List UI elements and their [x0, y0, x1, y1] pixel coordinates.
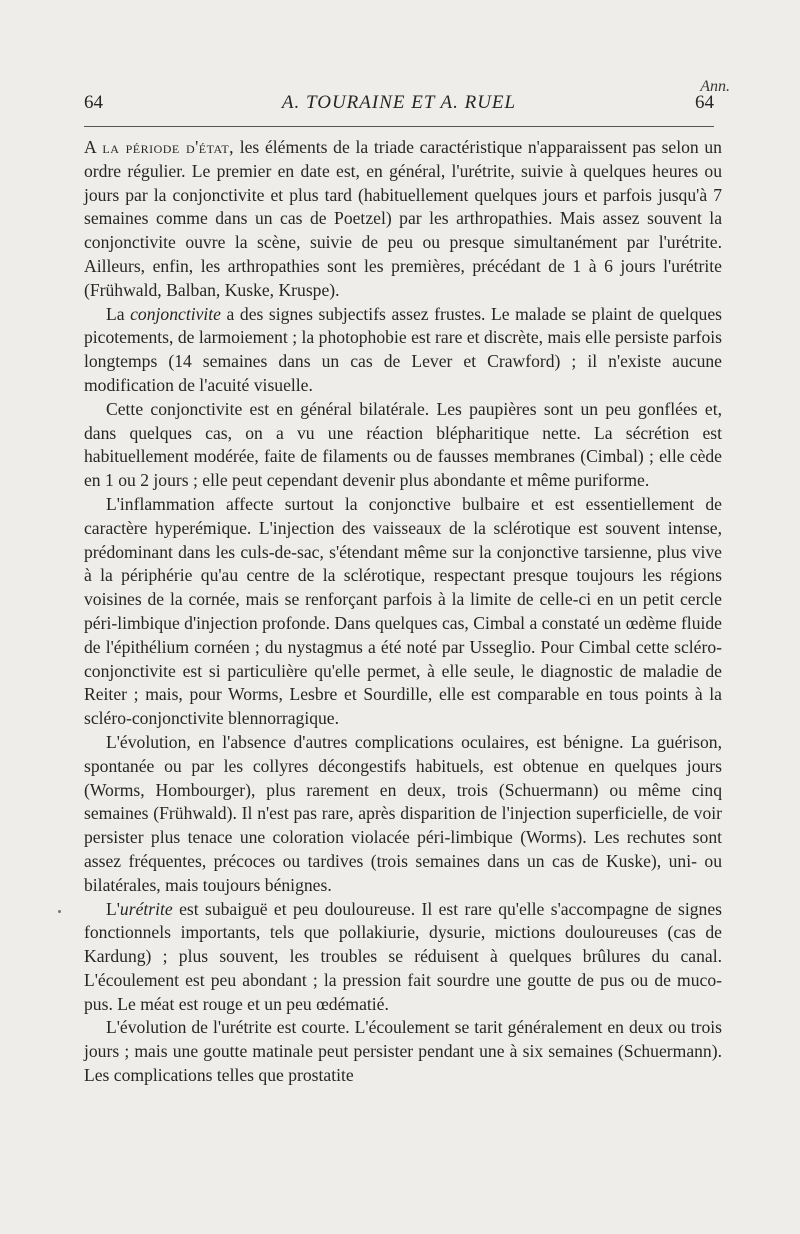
paragraph-6: L'urétrite est subaiguë et peu douloureuse. Il est rare qu'elle s'accompagne de signes fonctionnels importants, tels que pollakiurie, dysurie, mictions douloureuses (cas de Kardung) ; plus souvent, les troubles se réduisent à quelques brûlures du canal. L'écoulement est peu abondant ; la pression fait sourdre une goutte de pus ou de muco-pus. Le méat est rouge et un peu œdématié.	[84, 898, 722, 1014]
paragraph-text: les éléments de la triade caractéristique n'apparaissent pas selon un ordre régulier. Le premier en date est, en général, l'urétrite, suivie à quelques heures ou jours par la conjonctivite et plus tard (habituellement quelques jours et parfois jusqu'à 7 semaines comme dans un cas de Poetzel) par les arthropathies. Mais assez souvent la conjonctivite ouvre la scène, suivie de peu ou presque simultanément par l'urétrite. Ailleurs, enfin, les arthropathies sont les premières, précédant de 1 à 6 jours l'urétrite (Frühwald, Balban, Kuske, Kruspe).	[84, 137, 722, 300]
running-header	[84, 92, 714, 122]
paragraph-2: La conjonctivite a des signes subjectifs assez frustes. Le malade se plaint de quelques picotements, de larmoiement ; la photophobie est rare et discrète, mais elle persiste parfois longtemps (14 semaines dans un cas de Lever et Crawford) ; il n'existe aucune modification de l'acuité visuelle.	[84, 303, 722, 395]
lead-in-italic: conjonctivite	[130, 303, 221, 324]
page-number-right: 64	[695, 92, 714, 113]
header-rule	[84, 126, 714, 127]
body-text	[84, 136, 722, 1088]
paragraph-3: Cette conjonctivite est en général bilatérale. Les paupières sont un peu gonflées et, dans quelques cas, on a vu une réaction blépharitique nette. La sécrétion est habituellement modérée, faite de filaments ou de fausses membranes (Cimbal) ; elle cède en 1 ou 2 jours ; elle peut cependant devenir plus abondante et même puriforme.	[84, 398, 722, 491]
page-number-left: 64	[84, 92, 103, 113]
lead-in-italic: urétrite	[119, 898, 173, 919]
paragraph-4: L'inflammation affecte surtout la conjonctive bulbaire et est essentiellement de caractère hyperémique. L'injection des vaisseaux de la sclérotique est souvent intense, prédominant dans les culs-de-sac, s'étendant même sur la conjonctive tarsienne, plus vive à la périphérie qu'au centre de la sclérotique, respectant presque toujours les régions voisines de la cornée, mais se renforçant parfois à la limite de celle-ci en un petit cercle péri-limbique d'injection profonde. Dans quelques cas, Cimbal a constaté un œdème fluide de l'épithélium cornéen ; du nystagmus a été noté par Usseglio. Pour Cimbal cette scléro-conjonctivite est si particulière qu'elle permet, à elle seule, le diagnostic de maladie de Reiter ; mais, pour Worms, Lesbre et Sourdille, elle est comparable en tous points à la scléro-conjonctivite blennorragique.	[84, 493, 722, 729]
paragraph-7: L'évolution de l'urétrite est courte. L'écoulement se tarit généralement en deux ou trois jours ; mais une goutte matinale peut persister pendant une à six semaines (Schuermann). Les complications telles que prostatite	[84, 1017, 722, 1086]
paragraph-1	[84, 136, 722, 303]
running-title: A. TOURAINE ET A. RUEL	[281, 92, 517, 113]
print-speck	[58, 910, 61, 913]
paragraph-5: L'évolution, en l'absence d'autres complications oculaires, est bénigne. La guérison, spontanée ou par les collyres décongestifs habituels, est obtenue en quelques jours (Worms, Hombourger), plus rarement en deux, trois (Schuermann) ou même cinq semaines (Frühwald). Il n'est pas rare, après disparition de l'injection superficielle, de voir persister plus tenace une coloration violacée péri-limbique (Worms). Les rechutes sont assez fréquentes, précoces ou tardives (trois semaines dans un cas de Kuske), uni- ou bilatérales, mais toujours bénignes.	[84, 731, 722, 895]
margin-annotation: Ann.	[700, 78, 730, 95]
paragraph-text: est subaiguë et peu douloureuse. Il est rare qu'elle s'accompagne de signes fonctionnels importants, tels que pollakiurie, dysurie, mictions douloureuses (cas de Kardung) ; plus souvent, les troubles se réduisent à quelques brûlures du canal. L'écoulement est peu abondant ; la pression fait sourdre une goutte de pus ou de muco-pus. Le méat est rouge et un peu œdématié.	[84, 898, 722, 1014]
lead-in-small-caps: A la période d'état,	[84, 137, 235, 157]
paragraph-text: a des signes subjectifs assez frustes. Le malade se plaint de quelques picotements, de larmoiement ; la photophobie est rare et discrète, mais elle persiste parfois longtemps (14 semaines dans un cas de Lever et Crawford) ; il n'existe aucune modification de l'acuité visuelle.	[84, 303, 722, 395]
